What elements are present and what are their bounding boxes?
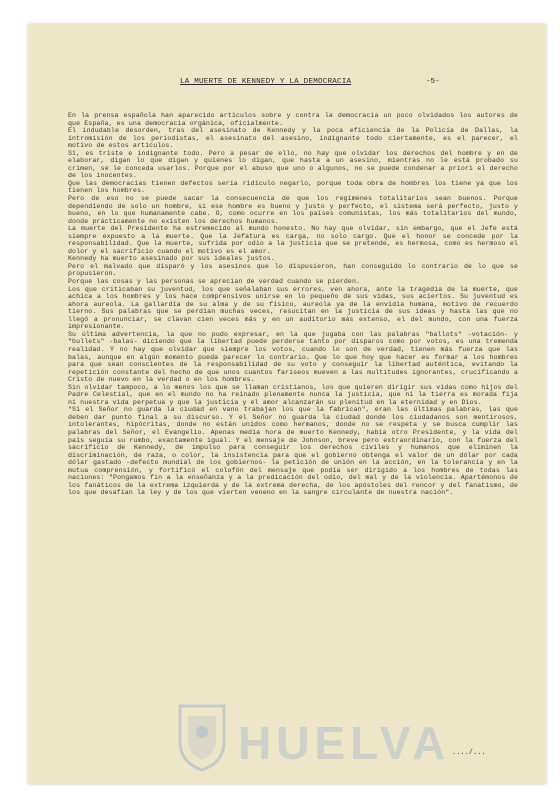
paragraph: Pero de eso no se puede sacar la consecuencia de que los regímenes totalitarios sean buenos. Porque dependiendo de solo un hombre, si ese hombre es bueno y justo y perfecto, el sistema será perfecto, justo y bueno, en lo que humanamente cabe. O, como ocurre en los países comunistas, los más totalitarios del mundo, donde prácticamente no existen los derechos humanos. [68,195,518,225]
paragraph: La muerte del Presidente ha estremecido al mundo honesto. No hay que olvidar, sin embargo, que el Jefe está siempre expuesto a la muerte. Que la Jefatura es carga, no solo cargo. Que el honor se concede por la responsabilidad. Que la muerte, sufrida por odio a la justicia que se pretende, es hermosa, como es hermoso el dolor y el sacrificio cuando el motivo es el amor. [68,225,518,255]
paragraph: En la prensa española han aparecido artículos sobre y contra la democracia un poco olvidados los autores de que España, es una democracia orgánica, oficialmente. [68,112,518,127]
paragraph: Su última advertencia, la que no pudo expresar, en la que jugaba con las palabras "ballots" -votación- y "bullets" -balas- diciendo que la libertad puede perderse tanto por disparos como por votos, es una tremenda realidad. Y no hay que olvidar que siempre los votos, cuando lo son de verdad, tienen más fuerza que las balas, aunque en algún momento pueda parecer lo contrario. Que lo que hoy que hacer es formar a los hombres para que sean conscientes de la responsabilidad de su voto y conseguir la libertad auténtica, evitando la repetición constante del hecho de que unos cuantos fariseos mueven a las multitudes ignorantes, crucificando a Cristo de nuevo en la verdad o en los hombres. [68,330,518,384]
page-title: LA MUERTE DE KENNEDY Y LA DEMOCRACIA [180,78,352,86]
paragraph: Sí, es triste e indignante todo. Pero a pesar de ello, no hay que olvidar los derechos del hombre y en de elaborar, digan lo que digan y quienes lo digan, que hasta a un asesino, mientras no le está probado su crimen, se le conceda usarlos. Porque por el abuso que uno o algunos, no se puede condenar a priori el derecho de los inocentes. [68,149,518,180]
page-header [28,76,546,90]
page-number: -5- [426,78,440,86]
paragraph: Que las democracias tienen defectos sería ridículo negarlo, porque toda obra de hombres los tiene ya que los tienen los hombres. [68,179,518,195]
continuation-mark: ..../... [452,749,486,757]
paragraph: Porque las cosas y las personas se aprecian de verdad cuando se pierden. [68,278,361,286]
article-body [68,112,518,497]
paragraph: El indudable desorden, tras del asesinato de Kennedy y la poca eficiencia de la Policía de Dallas, la intromisión de los periodistas, el asesinato del asesino, indignante todo ciertamente, es el parecer, el motivo de estos artículos. [68,127,518,150]
document-page [28,24,546,784]
paragraph: "Si el Señor no guarda la ciudad en vano trabajan los que la fabrican", eran las últimas palabras, las que deben dar punto final a su discurso. Y el Señor no guarda la ciudad donde los ciudadanos son mentirosos, intolerantes, hipócritas, donde no están unidos como hermanos, donde no se respeta y se busca cumplir las palabras del Señor, el Evangelio. Apenas media hora de muerto Kennedy, había otro Presidente, y la vida del país seguía su rumbo, exactamente igual. Y el mensaje de Johnson, breve pero extraordinario, con la fuerza del sacrificio de Kennedy, de impulso para conseguir los derechos civiles y humanos que eliminen la discriminación, de raza, o color, la insistencia para que el gobierno obtenga el valor de un dólar por cada dólar gastado -defecto mundial de los gobiernos- la petición de unión en la acción, en la tolerancia y en la mutua comprensión, y fortificó el colofón del mensaje que podía ser dirigido a los hombres de todas las naciones: "Pongamos fin a la enseñanza y a la predicación del odio, del mal y de la violencia. Apartémonos de los fanáticos de la extrema izquierda y de la extrema derecha, de los apóstoles del rencor y del fanatismo, de los que desafían la ley y de los que vierten veneno en la sangre circulante de nuestra nación". [68,406,518,497]
paragraph: Los que criticaban su juventud, los que señalaban sus errores, ven ahora, ante la tragedia de la muerte, que achica a los hombres y los hace comprensivos unirse en lo pequeño de sus vidas, sus aciertos. Su juventud es ahora aureola. La gallardía de su alma y de su físico, aureola ya de la envidia humana, motivo de recuerdo tierno. Sus palabras que se perdían muchas veces, resucitan en la justicia de sus ideas y hasta las que no llegó a pronunciar, se clavan cien veces más y en un auditorio más extenso, el del mundo, con una fuerza impresionante. [68,285,518,331]
watermark-text: HUELVA [238,717,451,769]
paragraph: Pero el malvado que disparó y los asesinos que lo dispusieron, han conseguido lo contrario de lo que se propusieron. [68,262,518,278]
paragraph: Sin olvidar tampoco, a lo menos los que se llaman cristianos, los que quieren dirigir sus vidas como hijos del Padre Celestial, que en el mundo no ha reinado plenamente nunca la justicia, que ni la tierra es morada fija ni nuestra vida perpetua y que la justicia y el amor alcanzarán su plenitud en la eternidad y en Dios. [68,383,518,406]
paragraph: Kennedy ha muerto asesinado por sus ideales justos. [68,255,275,263]
